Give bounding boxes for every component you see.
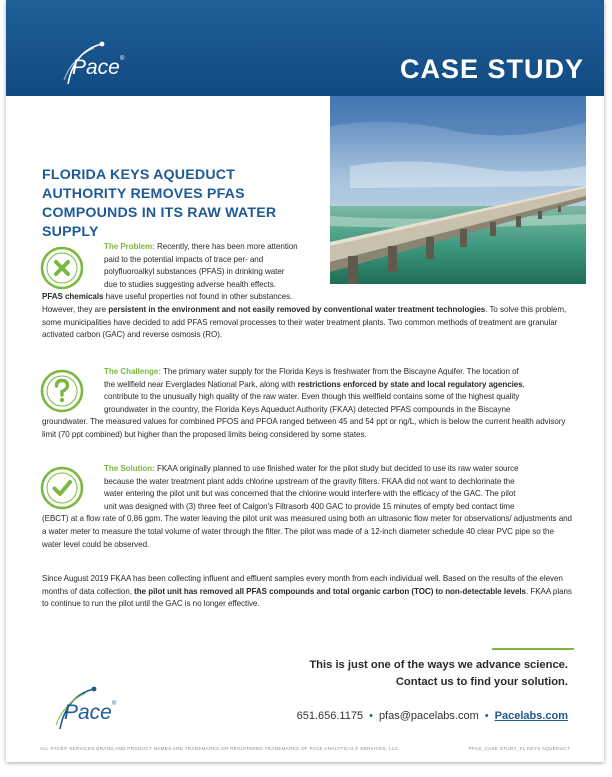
header-title: CASE STUDY bbox=[399, 54, 584, 84]
trademark-disclaimer: ALL PACE® SERVICES BRAND AND PRODUCT NAMES ARE TRADEMARKS OR REGISTERED TRADEMARKS OF PACE ANALYTICAL® SERVICES, LLC. bbox=[40, 746, 400, 751]
conclusion-paragraph bbox=[42, 573, 574, 611]
problem-section bbox=[42, 241, 574, 342]
logo-wordmark: Pace bbox=[64, 701, 112, 724]
logo-wordmark: Pace bbox=[72, 56, 120, 79]
cta-line-2: Contact us to find your solution. bbox=[395, 676, 568, 688]
challenge-line: contribute to the unusually high quality of the raw water. Even though this wellfield contains some of the highest quality bbox=[104, 392, 520, 402]
solution-line: water entering the pilot unit but was concerned that the chlorine would interfere with the efficacy of the GAC. The pilot bbox=[104, 489, 516, 499]
contact-line bbox=[297, 710, 568, 722]
article-title: FLORIDA KEYS AQUEDUCT AUTHORITY REMOVES PFAS COMPOUNDS IN ITS RAW WATER SUPPLY bbox=[42, 167, 277, 240]
challenge-rest: groundwater. The measured values for combined PFOS and PFOA ranged between 45 and 54 ppt or ng/L, which is below the current health advisory limit (70 ppt combined) but higher than the proposed limits being considered by some states. bbox=[42, 417, 566, 439]
problem-bold-1: PFAS chemicals bbox=[42, 292, 104, 302]
problem-text-1: have useful properties not found in other substances. bbox=[103, 292, 293, 302]
pace-logo-footer bbox=[46, 683, 146, 733]
solution-rest: (EBCT) at a flow rate of 0.86 gpm. The water leaving the pilot unit was measured using both an ultrasonic flow meter for observations/ adjustments and a water meter to measure the total volume of water through the filter. The pilot was made of a 12-inch diameter schedule 40 clear PVC pipe so the water level could be observed. bbox=[42, 514, 572, 549]
problem-line: Recently, there has been more attention bbox=[154, 242, 298, 251]
problem-line: paid to the potential impacts of trace per- and bbox=[104, 254, 264, 264]
conclusion-text-1: Since August 2019 FKAA has been collecting influent and effluent samples every month from each individual well. Based on the results of the eleven months of data collection, bbox=[42, 574, 563, 596]
separator: • bbox=[369, 710, 373, 722]
conclusion-text-2: . FKAA plans to continue to run the pilot until the GAC is no longer effective. bbox=[42, 586, 572, 609]
website-link[interactable]: Pacelabs.com bbox=[494, 710, 568, 722]
problem-line: due to studies suggesting adverse health effects. bbox=[104, 279, 276, 289]
solution-section bbox=[42, 463, 574, 551]
document-id: PFAS_CASE STUDY_FL KEYS AQUEDUCT bbox=[468, 746, 570, 751]
solution-line: unit was designed with (3) three feet of Calgon's Filtrasorb 400 GAC to provide 15 minutes of empty bed contact time bbox=[104, 501, 515, 511]
problem-text-2: However, they are bbox=[42, 304, 109, 314]
call-to-action bbox=[309, 657, 568, 691]
phone-number[interactable]: 651.656.1175 bbox=[296, 710, 364, 722]
conclusion-bold: the pilot unit has removed all PFAS compounds and total organic carbon (TOC) to non-detectable levels bbox=[134, 586, 526, 596]
header-banner bbox=[6, 0, 604, 96]
challenge-section bbox=[42, 366, 574, 442]
logo-registered: ® bbox=[112, 701, 117, 707]
solution-label: The Solution: bbox=[104, 464, 155, 473]
challenge-line: The primary water supply for the Florida Keys is freshwater from the Biscayne Aquifer. The location of bbox=[160, 367, 519, 376]
document-sheet bbox=[6, 0, 604, 762]
challenge-line: the wellfield near Everglades National Park, along with bbox=[104, 379, 298, 389]
challenge-line: , bbox=[522, 379, 525, 389]
separator: • bbox=[484, 710, 489, 722]
solution-line: FKAA originally planned to use finished water for the pilot study but decided to use its raw water source bbox=[154, 464, 519, 473]
problem-bold-2: persistent in the environment and not easily removed by conventional water treatment technologies bbox=[108, 304, 486, 314]
problem-label: The Problem: bbox=[104, 242, 155, 251]
email-link[interactable]: pfas@pacelabs.com bbox=[378, 710, 479, 722]
logo-registered: ® bbox=[120, 56, 125, 62]
challenge-bold: restrictions enforced by state and local regulatory agencies bbox=[297, 379, 523, 389]
pace-logo bbox=[54, 40, 154, 90]
green-divider bbox=[492, 648, 574, 650]
solution-line: because the water treatment plant adds chlorine upstream of the gravity filters. FKAA did not want to dechlorinate the bbox=[104, 476, 515, 486]
cta-line-1: This is just one of the ways we advance science. bbox=[309, 659, 568, 671]
problem-line: polyfluoroalkyl substances (PFAS) in drinking water bbox=[104, 267, 285, 277]
challenge-line: groundwater in the country, the Florida Keys Aqueduct Authority (FKAA) detected PFAS compounds in the Biscayne bbox=[104, 404, 511, 414]
challenge-label: The Challenge: bbox=[104, 367, 161, 376]
problem-text-3: . To solve this problem, some municipalities have decided to add PFAS removal processes to their water treatment plants. Two common methods of treatment are granular activated carbon (GAC) and reverse osmosis (RO). bbox=[42, 304, 567, 340]
